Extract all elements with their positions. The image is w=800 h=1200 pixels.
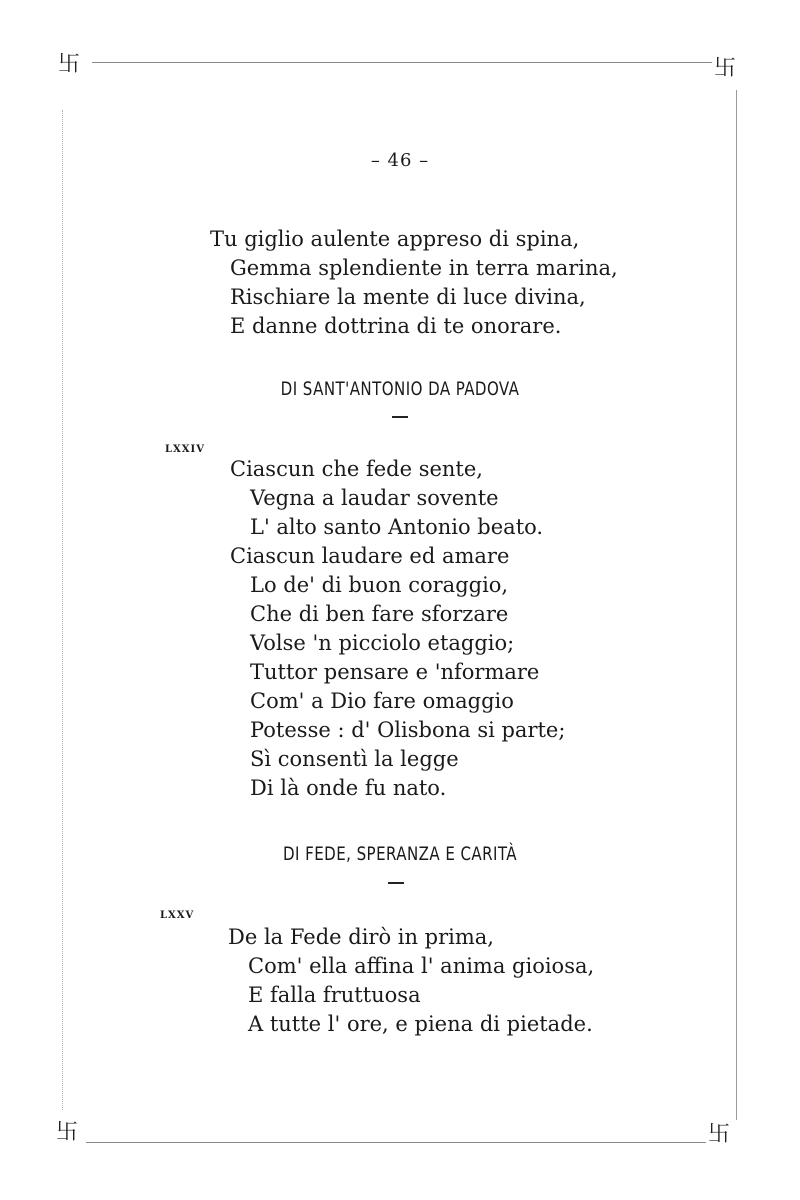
verse-line: Com' ella affina l' anima gioiosa, xyxy=(248,954,595,978)
verse-line: Volse 'n picciolo etaggio; xyxy=(250,631,515,655)
intro-stanza xyxy=(210,225,618,341)
verse-line: L' alto santo Antonio beato. xyxy=(250,515,544,539)
verse-line: De la Fede dirò in prima, xyxy=(228,925,494,949)
top-border-rule xyxy=(92,62,712,63)
verse-line: Di là onde fu nato. xyxy=(250,776,447,800)
verse-line: A tutte l' ore, e piena di pietade. xyxy=(248,1012,593,1036)
bottom-border-rule xyxy=(86,1142,706,1143)
corner-ornament-icon: 卐 xyxy=(708,1122,731,1147)
laud-stanza xyxy=(228,923,594,1039)
verse-line: Ciascun laudare ed amare xyxy=(230,544,510,568)
laud-numeral: LXXV xyxy=(160,910,195,921)
corner-ornament-icon: 卐 xyxy=(714,56,737,81)
heading-dash xyxy=(388,882,404,884)
verse-line: E danne dottrina di te onorare. xyxy=(230,314,562,338)
heading-dash xyxy=(392,416,408,418)
corner-ornament-icon: 卐 xyxy=(56,1120,79,1145)
verse-line: Lo de' di buon coraggio, xyxy=(250,573,509,597)
verse-line: Com' a Dio fare omaggio xyxy=(250,689,514,713)
verse-line: Che di ben fare sforzare xyxy=(250,602,509,626)
laud-numeral: LXXIV xyxy=(165,444,205,455)
corner-ornament-icon: 卐 xyxy=(58,52,81,77)
verse-line: Ciascun che fede sente, xyxy=(230,457,483,481)
verse-line: Vegna a laudar sovente xyxy=(250,486,499,510)
laud-stanza xyxy=(230,455,565,803)
section-heading: DI SANT'ANTONIO DA PADOVA xyxy=(280,378,520,400)
left-border-rule xyxy=(62,110,63,1110)
right-border-rule xyxy=(736,90,737,1120)
verse-line: Sì consentì la legge xyxy=(250,747,459,771)
verse-line: Gemma splendiente in terra marina, xyxy=(230,256,618,280)
verse-line: Potesse : d' Olisbona si parte; xyxy=(250,718,566,742)
page-number: – 46 – xyxy=(370,150,430,171)
verse-line: E falla fruttuosa xyxy=(248,983,421,1007)
section-heading: DI FEDE, SPERANZA E CARITÀ xyxy=(283,843,517,865)
verse-line: Rischiare la mente di luce divina, xyxy=(230,285,586,309)
verse-line: Tu giglio aulente appreso di spina, xyxy=(210,227,580,251)
verse-line: Tuttor pensare e 'nformare xyxy=(250,660,540,684)
